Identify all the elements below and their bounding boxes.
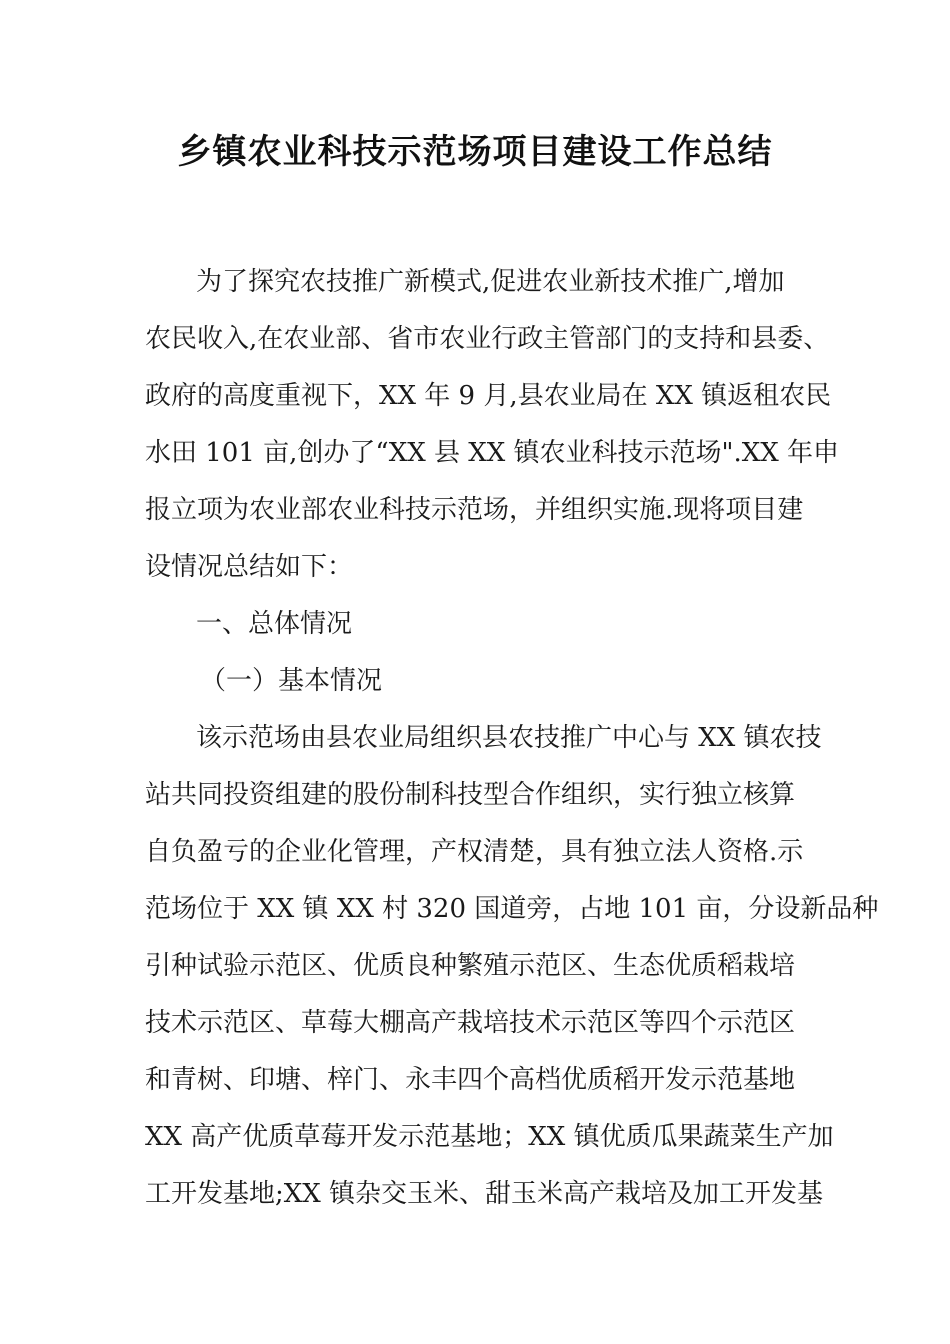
- paragraph-line: 水田 101 亩,创办了“XX 县 XX 镇农业科技示范场".XX 年申: [145, 438, 840, 468]
- paragraph-line: 政府的高度重视下，XX 年 9 月,县农业局在 XX 镇返租农民: [145, 381, 832, 411]
- paragraph-line: 自负盈亏的企业化管理，产权清楚，具有独立法人资格.示: [145, 837, 804, 867]
- document-title: 乡镇农业科技示范场项目建设工作总结: [177, 132, 773, 172]
- paragraph-line: 引种试验示范区、优质良种繁殖示范区、生态优质稻栽培: [145, 951, 796, 981]
- paragraph-line: 农民收入,在农业部、省市农业行政主管部门的支持和县委、: [145, 324, 830, 354]
- paragraph-line: 报立项为农业部农业科技示范场，并组织实施.现将项目建: [145, 495, 804, 525]
- paragraph-line: 范场位于 XX 镇 XX 村 320 国道旁，占地 101 亩，分设新品种: [145, 894, 879, 924]
- section-heading: 一、总体情况: [196, 609, 353, 639]
- paragraph-line: 站共同投资组建的股份制科技型合作组织，实行独立核算: [145, 780, 796, 810]
- paragraph-line: 为了探究农技推广新模式,促进农业新技术推广,增加: [196, 267, 785, 297]
- paragraph-line: 工开发基地;XX 镇杂交玉米、甜玉米高产栽培及加工开发基: [145, 1179, 824, 1209]
- paragraph-line: 设情况总结如下：: [145, 552, 354, 582]
- paragraph-line: XX 高产优质草莓开发示范基地；XX 镇优质瓜果蔬菜生产加: [145, 1122, 834, 1152]
- paragraph-line: 该示范场由县农业局组织县农技推广中心与 XX 镇农技: [196, 723, 822, 753]
- paragraph-line: 和青树、印塘、梓门、永丰四个高档优质稻开发示范基地: [145, 1065, 796, 1095]
- paragraph-line: 技术示范区、草莓大棚高产栽培技术示范区等四个示范区: [145, 1008, 796, 1038]
- subsection-heading: （一）基本情况: [200, 666, 383, 696]
